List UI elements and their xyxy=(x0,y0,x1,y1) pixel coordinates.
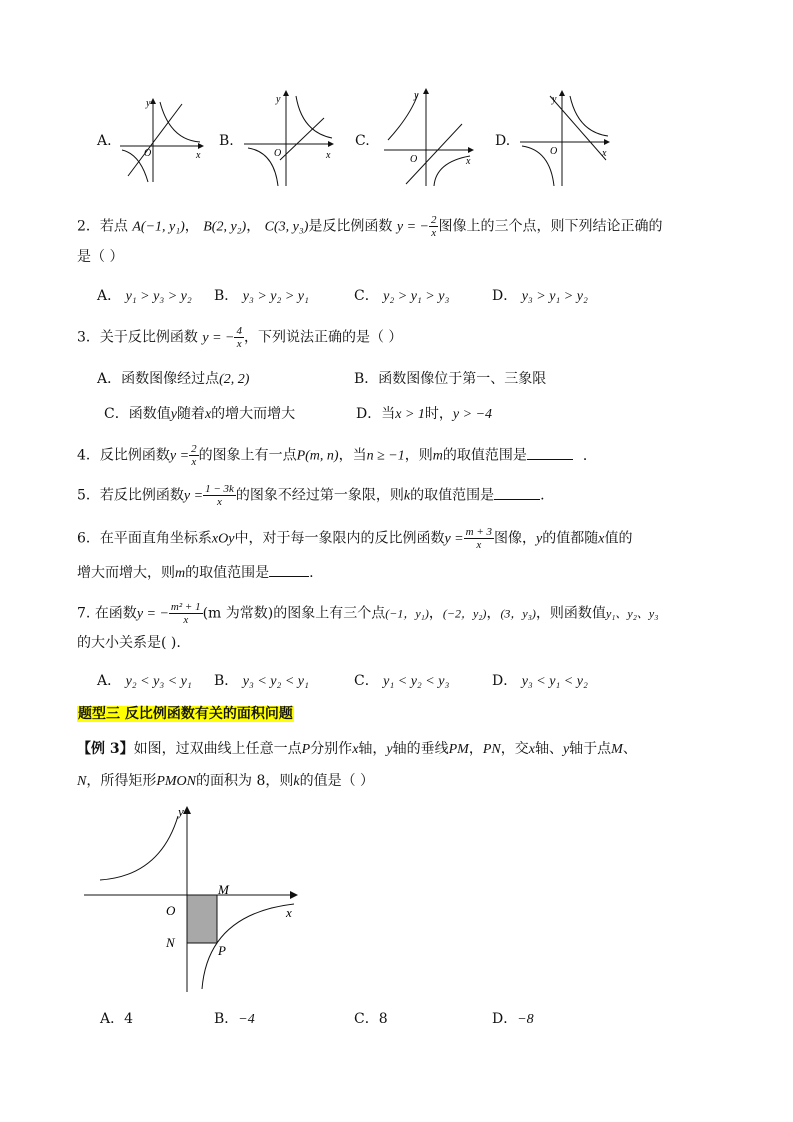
q6-line2 xyxy=(77,562,314,583)
ex3-y1: y xyxy=(386,742,393,757)
q1-option-b-label[interactable]: B. xyxy=(219,133,234,149)
q3-option-c[interactable] xyxy=(104,405,295,424)
q7-option-a-label: A． xyxy=(97,673,122,689)
q3-func-num: 4 xyxy=(236,325,242,337)
q1-graph-d xyxy=(516,88,614,190)
q3-option-c-var1: y xyxy=(170,407,177,422)
q7-text-a: 在函数 xyxy=(94,605,137,622)
q5-var: k xyxy=(403,488,411,504)
q7-line1: 7. 在函数y = − $\frac{\text{m² + 1}}{x}$ (m 为常数)的图象上有三个点(−1，y₁)，(−2，y₂)，(3，y₃)，则函数值y₁、y₂、y₃ xyxy=(77,601,659,626)
q1-c-origin: O xyxy=(410,154,418,165)
q4-text-b: 的图象上有一点 xyxy=(198,447,297,464)
q1-a-axis-y: y xyxy=(146,98,151,109)
ex3-option-c[interactable] xyxy=(354,1010,388,1028)
ex3-fig-o: O xyxy=(166,903,176,918)
q6-func-num: m + 3 xyxy=(465,526,493,538)
q4-text-a: 反比例函数 xyxy=(99,447,170,464)
q7-option-a[interactable] xyxy=(97,672,192,691)
q4-text-c: ，当 xyxy=(338,447,367,464)
q2-line2: 是（ ） xyxy=(77,249,124,265)
q1-option-c-label[interactable]: C. xyxy=(355,133,370,149)
q7-option-c-value: y₁ < y₂ < y₃ xyxy=(383,674,450,689)
ex3-k: k xyxy=(293,774,300,789)
section-title: 题型三 反比例函数有关的面积问题 xyxy=(78,706,293,722)
q6-text-c: 图像， xyxy=(494,530,537,547)
ex3-option-d-value: −8 xyxy=(517,1012,534,1027)
q6-answer-blank[interactable] xyxy=(269,562,309,577)
q2-sep1: ， xyxy=(184,218,199,235)
q1-option-a-label[interactable]: A. xyxy=(97,133,112,149)
ex3-fig-m: M xyxy=(218,882,229,897)
q3-func-frac xyxy=(234,325,244,350)
q2-option-d-value: y₃ > y₁ > y₂ xyxy=(521,289,588,304)
q4-end: ． xyxy=(582,447,597,464)
q2-option-d-label: D． xyxy=(492,288,518,304)
q1-c-axis-y: y xyxy=(414,90,419,101)
q4-answer-blank[interactable] xyxy=(527,445,573,460)
q6-line2-a: 增大而增大，则 xyxy=(77,565,175,581)
q7-option-b-label: B． xyxy=(214,673,239,689)
q3-option-d-label: D． xyxy=(356,406,382,422)
q1-d-origin: O xyxy=(550,146,558,157)
ex3-n: N xyxy=(77,774,87,789)
ex3-pn: PN xyxy=(482,742,501,757)
q7-vals: y₁、y₂、y₃ xyxy=(605,606,659,621)
q7-func-prefix: y = − xyxy=(136,606,169,622)
q3-option-a-text: 函数图像经过点 xyxy=(121,371,220,387)
q3-line1 xyxy=(77,325,402,350)
q5-func-prefix: y = xyxy=(183,488,204,504)
q7-text-b: (m 为常数)的图象上有三个点 xyxy=(202,605,386,622)
ex3-option-a-value: 4 xyxy=(124,1011,134,1027)
q7-func-num: m² + 1 xyxy=(170,601,201,613)
q1-b-axis-y: y xyxy=(276,94,281,105)
q2-number: 2． xyxy=(77,218,100,235)
q7-point3: (3，y₃) xyxy=(500,606,536,621)
q1-b-axis-x: x xyxy=(326,150,331,161)
q6-text-d: 的值都随 xyxy=(542,530,599,547)
ex3-text-f: ，交 xyxy=(500,741,529,757)
q7-option-b-value: y₃ < y₂ < y₁ xyxy=(242,674,309,689)
q2-option-b-value: y₃ > y₂ > y₁ xyxy=(242,289,309,304)
q7-option-c-label: C． xyxy=(354,673,379,689)
section-heading xyxy=(77,703,294,723)
q3-option-b-label: B． xyxy=(354,371,379,387)
q1-graph-a xyxy=(118,96,206,186)
q2-func-prefix: y = − xyxy=(396,219,429,235)
ex3-option-d[interactable] xyxy=(492,1010,534,1029)
q3-option-d-text1: 当 xyxy=(381,406,396,422)
q4-text-e: 的取值范围是 xyxy=(442,447,527,464)
q4-func-frac xyxy=(189,443,199,468)
q5-func-den: x xyxy=(217,496,222,508)
q3-option-c-label: C． xyxy=(104,406,129,422)
q3-option-a-label: A． xyxy=(97,371,122,387)
q2-option-d[interactable] xyxy=(492,287,588,306)
q1-option-d-label[interactable]: D. xyxy=(495,133,511,149)
q5-text-c: 的取值范围是 xyxy=(410,487,495,504)
q7-point2: (−2，y₂) xyxy=(442,606,487,621)
q3-option-b-text: 函数图像位于第一、三象限 xyxy=(378,371,547,387)
q6-text-e: 值的 xyxy=(604,530,633,547)
q6-func-prefix: y = xyxy=(444,531,464,547)
q4-number: 4． xyxy=(77,447,100,464)
ex3-option-a-label: A． xyxy=(100,1011,125,1027)
ex3-fig-y: y xyxy=(178,804,184,819)
q2-func-num: 2 xyxy=(430,214,437,226)
q6-text-b: 中，对于每一象限内的反比例函数 xyxy=(234,530,445,547)
q1-graph-c xyxy=(380,86,476,190)
q1-a-axis-x: x xyxy=(196,150,201,161)
q2-sep2: ， xyxy=(246,218,261,235)
q6-func-frac xyxy=(464,526,494,551)
q7-option-a-value: y₂ < y₃ < y₁ xyxy=(125,674,192,689)
q5-func-frac xyxy=(203,483,236,508)
q7-func-frac xyxy=(169,601,203,626)
q3-option-c-text3: 的增大而增大 xyxy=(211,406,296,422)
q3-option-c-text1: 函数值 xyxy=(128,406,171,422)
q3-option-d-result: y > −4 xyxy=(452,407,493,422)
ex3-option-c-value: 8 xyxy=(378,1011,388,1027)
q1-d-axis-x: x xyxy=(602,148,607,159)
q7-line2: 的大小关系是( ). xyxy=(77,635,181,651)
q2-option-b[interactable] xyxy=(214,287,309,306)
q3-number: 3． xyxy=(77,329,100,346)
q7-option-d-label: D． xyxy=(492,673,518,689)
q5-func-num: 1 − 3k xyxy=(205,483,234,495)
ex3-figure xyxy=(82,804,312,994)
q7-number: 7. xyxy=(77,605,95,622)
q1-a-origin: O xyxy=(144,148,152,159)
ex3-option-b-value: −4 xyxy=(238,1012,255,1027)
ex3-x2: x xyxy=(528,742,535,757)
ex3-text-e: ， xyxy=(468,741,483,757)
ex3-pm: PM xyxy=(448,742,469,757)
q2-option-a-value: y₁ > y₃ > y₂ xyxy=(125,289,192,304)
ex3-text-g: 轴、 xyxy=(534,741,563,757)
q2-option-a-label: A． xyxy=(97,288,122,304)
q4-func-num: 2 xyxy=(191,443,197,455)
q6-var-m: m xyxy=(175,566,186,581)
q2-option-c-label: C． xyxy=(354,288,379,304)
ex3-pmon: PMON xyxy=(156,774,197,789)
q2-point-c: C(3, y₃) xyxy=(264,219,309,235)
q6-number: 6． xyxy=(77,530,100,547)
ex3-text-h: 轴于点 xyxy=(569,741,612,757)
q1-b-origin: O xyxy=(274,148,282,159)
q6-func-den: x xyxy=(476,539,482,551)
q6-line1 xyxy=(77,526,632,551)
ex3-line2 xyxy=(77,772,374,791)
q4-point: P(m, n) xyxy=(296,448,339,464)
q7-point1: (−1，y₁) xyxy=(385,606,429,621)
q2-func-den: x xyxy=(431,227,437,239)
q2-point-a: A(−1, y₁) xyxy=(132,219,185,235)
q3-option-c-var2: x xyxy=(204,407,212,422)
q2-point-b: B(2, y₂) xyxy=(203,219,247,235)
ex3-x1: x xyxy=(352,742,359,757)
ex3-line2-a: ，所得矩形 xyxy=(86,773,157,789)
q5-line xyxy=(77,483,545,508)
ex3-option-a[interactable] xyxy=(100,1010,133,1028)
q2-option-b-label: B． xyxy=(214,288,239,304)
q3-option-a[interactable] xyxy=(97,370,249,389)
q5-text-a: 若反比例函数 xyxy=(99,487,184,504)
q5-answer-blank[interactable] xyxy=(494,485,540,500)
q7-option-c[interactable] xyxy=(354,672,449,691)
q2-line1 xyxy=(77,214,662,239)
ex3-y2: y xyxy=(562,742,570,757)
ex3-tag: 【例 3】 xyxy=(77,741,134,757)
q4-var: m xyxy=(432,448,443,464)
q5-number: 5． xyxy=(77,487,100,504)
ex3-option-b-label: B． xyxy=(214,1011,239,1027)
ex3-text-d: 轴的垂线 xyxy=(392,741,449,757)
ex3-option-b[interactable] xyxy=(214,1010,255,1029)
ex3-line1 xyxy=(77,740,637,759)
ex3-text-a: 如图，过双曲线上任意一点 xyxy=(133,741,302,757)
q6-end: . xyxy=(309,565,314,581)
q7-option-d[interactable] xyxy=(492,672,588,691)
q3-option-a-math: (2, 2) xyxy=(219,372,250,387)
q3-option-d-text2: 时， xyxy=(424,406,453,422)
q7-option-d-value: y₃ < y₁ < y₂ xyxy=(521,674,588,689)
q3-func-den: x xyxy=(236,338,242,350)
q2-text-a: 若点 xyxy=(99,218,128,235)
q1-graph-b xyxy=(240,88,336,190)
q3-option-d-cond: x > 1 xyxy=(395,407,425,422)
q5-text-b: 的图象不经过第一象限，则 xyxy=(235,487,404,504)
q5-end: . xyxy=(540,487,545,504)
ex3-fig-p: P xyxy=(218,943,226,958)
ex3-m: M xyxy=(611,742,623,757)
q6-xoy: xOy xyxy=(211,531,235,547)
ex3-p: P xyxy=(301,742,311,757)
ex3-option-c-label: C． xyxy=(354,1011,379,1027)
q1-c-axis-x: x xyxy=(466,156,471,167)
q4-cond: n ≥ −1 xyxy=(366,448,405,464)
ex3-fig-n: N xyxy=(166,935,175,950)
ex3-fig-x: x xyxy=(286,905,292,920)
q6-line2-b: 的取值范围是 xyxy=(185,565,270,581)
ex3-line2-c: 的值是（ ） xyxy=(299,773,375,789)
q2-text-b: 是反比例函数 xyxy=(308,218,393,235)
q3-option-c-text2: 随着 xyxy=(176,406,205,422)
q7-func-den: x xyxy=(183,614,189,626)
ex3-text-c: 轴， xyxy=(358,741,387,757)
q2-option-c-value: y₂ > y₁ > y₃ xyxy=(383,289,450,304)
ex3-text-b: 分别作 xyxy=(310,741,353,757)
q4-line xyxy=(77,443,597,468)
q2-text-c: 图像上的三个点，则下列结论正确的 xyxy=(438,218,663,235)
q4-text-d: ，则 xyxy=(404,447,433,464)
q4-func-prefix: y = xyxy=(169,448,190,464)
q6-text-a: 在平面直角坐标系 xyxy=(99,530,212,547)
q3-option-b[interactable] xyxy=(354,370,546,388)
q6-var-y: y xyxy=(536,531,543,547)
q7-option-b[interactable] xyxy=(214,672,309,691)
q3-text-a: 关于反比例函数 xyxy=(99,329,198,346)
ex3-option-d-label: D． xyxy=(492,1011,518,1027)
q2-option-a[interactable] xyxy=(97,287,192,306)
q6-var-x: x xyxy=(598,531,605,547)
q3-text-b: ，下列说法正确的是（ ） xyxy=(243,329,403,346)
ex3-line2-b: 的面积为 8，则 xyxy=(196,773,294,789)
q3-option-d[interactable] xyxy=(356,405,492,424)
q1-d-axis-y: y xyxy=(552,94,557,105)
q2-option-c[interactable] xyxy=(354,287,449,306)
q3-func-prefix: y = − xyxy=(202,330,235,346)
q4-func-den: x xyxy=(191,456,197,468)
q7-text-c: ，则函数值 xyxy=(535,605,606,622)
ex3-text-i: 、 xyxy=(622,741,637,757)
